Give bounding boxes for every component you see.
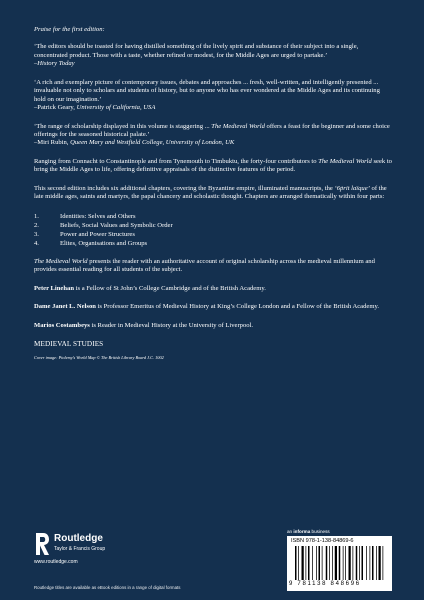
quote-2 bbox=[34, 79, 392, 113]
barcode-bar bbox=[379, 546, 381, 580]
list-item: 2. Beliefs, Social Values and Symbolic Order bbox=[34, 221, 173, 229]
barcode-bar bbox=[332, 546, 333, 580]
barcode-bar bbox=[376, 546, 377, 580]
quote-attribution: –Patrick Geary, University of California, USA bbox=[34, 104, 156, 112]
informa-business-label: an informa business bbox=[287, 529, 330, 534]
barcode-bar bbox=[353, 546, 354, 580]
barcode-bar bbox=[343, 546, 344, 580]
publisher-name: Routledge bbox=[54, 533, 103, 544]
cover-image-credit: Cover image: Ptolemy’s World Map © The British Library Board J.C. 1002 bbox=[34, 355, 164, 361]
ebook-note: Routledge titles are available as eBook editions in a range of digital formats bbox=[34, 585, 181, 590]
barcode-bar bbox=[306, 546, 307, 580]
barcode-bar bbox=[349, 546, 351, 580]
cover-text bbox=[34, 26, 392, 361]
barcode-bar bbox=[295, 546, 297, 580]
barcode-bar bbox=[312, 546, 313, 580]
quote-text: ‘The range of scholarship displayed in this volume is staggering ... The Medieval World offers a feast for the beginner and some choice offerings for the seasoned historical palate.’ bbox=[34, 122, 390, 138]
barcode-bar bbox=[308, 546, 310, 580]
barcode-bar bbox=[345, 546, 346, 580]
quote-attribution: –Miri Rubin, Queen Mary and Westfield College, University of London, UK bbox=[34, 139, 235, 147]
praise-heading: Praise for the first edition: bbox=[34, 26, 105, 33]
list-item: 1. Identities: Selves and Others bbox=[34, 212, 136, 220]
description-paragraph-2: This second edition includes six additional chapters, covering the Byzantine empire, illuminated manuscripts, the ‘6ṗrit laïque’ of the late middle ages, saints and martyrs, the papal chancery and scholastic thought. Chapters are arranged thematically within four parts: bbox=[34, 184, 387, 201]
barcode-bar bbox=[302, 546, 304, 580]
series-label: MEDIEVAL STUDIES bbox=[34, 340, 104, 349]
barcode-bar bbox=[329, 546, 330, 580]
quote-3 bbox=[34, 123, 392, 148]
description-paragraph-3: The Medieval World presents the reader with an authoritative account of original scholarship across the medieval millennium and provides essential reading for all students of the subject. bbox=[34, 257, 375, 274]
list-item: 3. Power and Power Structures bbox=[34, 230, 135, 238]
quote-text: ‘The editors should be toasted for having distilled something of the lively spirit and substance of their subject into a single, concentrated product. Those with a taste, whether refined or modest, for the Middle Ages are urged to partake.’ bbox=[34, 43, 359, 59]
barcode-bar bbox=[316, 546, 317, 580]
barcode-bar bbox=[335, 546, 337, 580]
barcode-bar bbox=[383, 546, 384, 580]
isbn-text: ISBN 978-1-138-84869-6 bbox=[291, 538, 354, 544]
barcode-bar bbox=[372, 546, 374, 580]
quote-text: ‘A rich and exemplary picture of contemporary issues, debates and approaches ... fresh, well-written, and intelligently presented ... invaluable not only to scholars and students of history, but to anyone who has ever wondered at the Middle Ages and its continuing hold on our imagination.’ bbox=[34, 78, 380, 103]
editor-bio-1: Peter Linehan is a Fellow of St John’s College Cambridge and of the British Academy. bbox=[34, 284, 266, 292]
description-paragraph-1: Ranging from Connacht to Constantinople and from Tynemouth to Timbuktu, the forty-four contributors to The Medieval World seek to bring the Middle Ages to life, offering definitive appraisals of the distinctive features of the period. bbox=[34, 157, 392, 174]
barcode-bar bbox=[366, 546, 367, 580]
barcode bbox=[287, 536, 392, 591]
publisher-url: www.routledge.com bbox=[34, 559, 78, 565]
barcode-area bbox=[287, 529, 392, 591]
barcode-bar bbox=[370, 546, 371, 580]
parts-list bbox=[34, 212, 392, 248]
publisher-logo bbox=[34, 531, 174, 575]
editor-bio-2: Dame Janet L. Nelson is Professor Emeritus of Medieval History at King’s College London and a Fellow of the British Academy. bbox=[34, 303, 379, 311]
barcode-bars bbox=[295, 546, 387, 580]
barcode-bar bbox=[298, 546, 299, 580]
barcode-bar bbox=[339, 546, 341, 580]
editor-bio-3: Marios Costambeys is Reader in Medieval History at the University of Liverpool. bbox=[34, 321, 254, 329]
barcode-bar bbox=[359, 546, 360, 580]
barcode-bar bbox=[356, 546, 358, 580]
barcode-digits: 9 781138 848696 bbox=[289, 581, 361, 587]
list-item: 4. Elites, Organisations and Groups bbox=[34, 239, 148, 247]
barcode-bar bbox=[362, 546, 364, 580]
barcode-bar bbox=[326, 546, 328, 580]
barcode-bar bbox=[319, 546, 321, 580]
quote-1 bbox=[34, 43, 392, 68]
quote-attribution: –History Today bbox=[34, 60, 75, 68]
publisher-group: Taylor & Francis Group bbox=[54, 546, 106, 552]
routledge-r-icon bbox=[34, 531, 50, 557]
barcode-bar bbox=[322, 546, 323, 580]
